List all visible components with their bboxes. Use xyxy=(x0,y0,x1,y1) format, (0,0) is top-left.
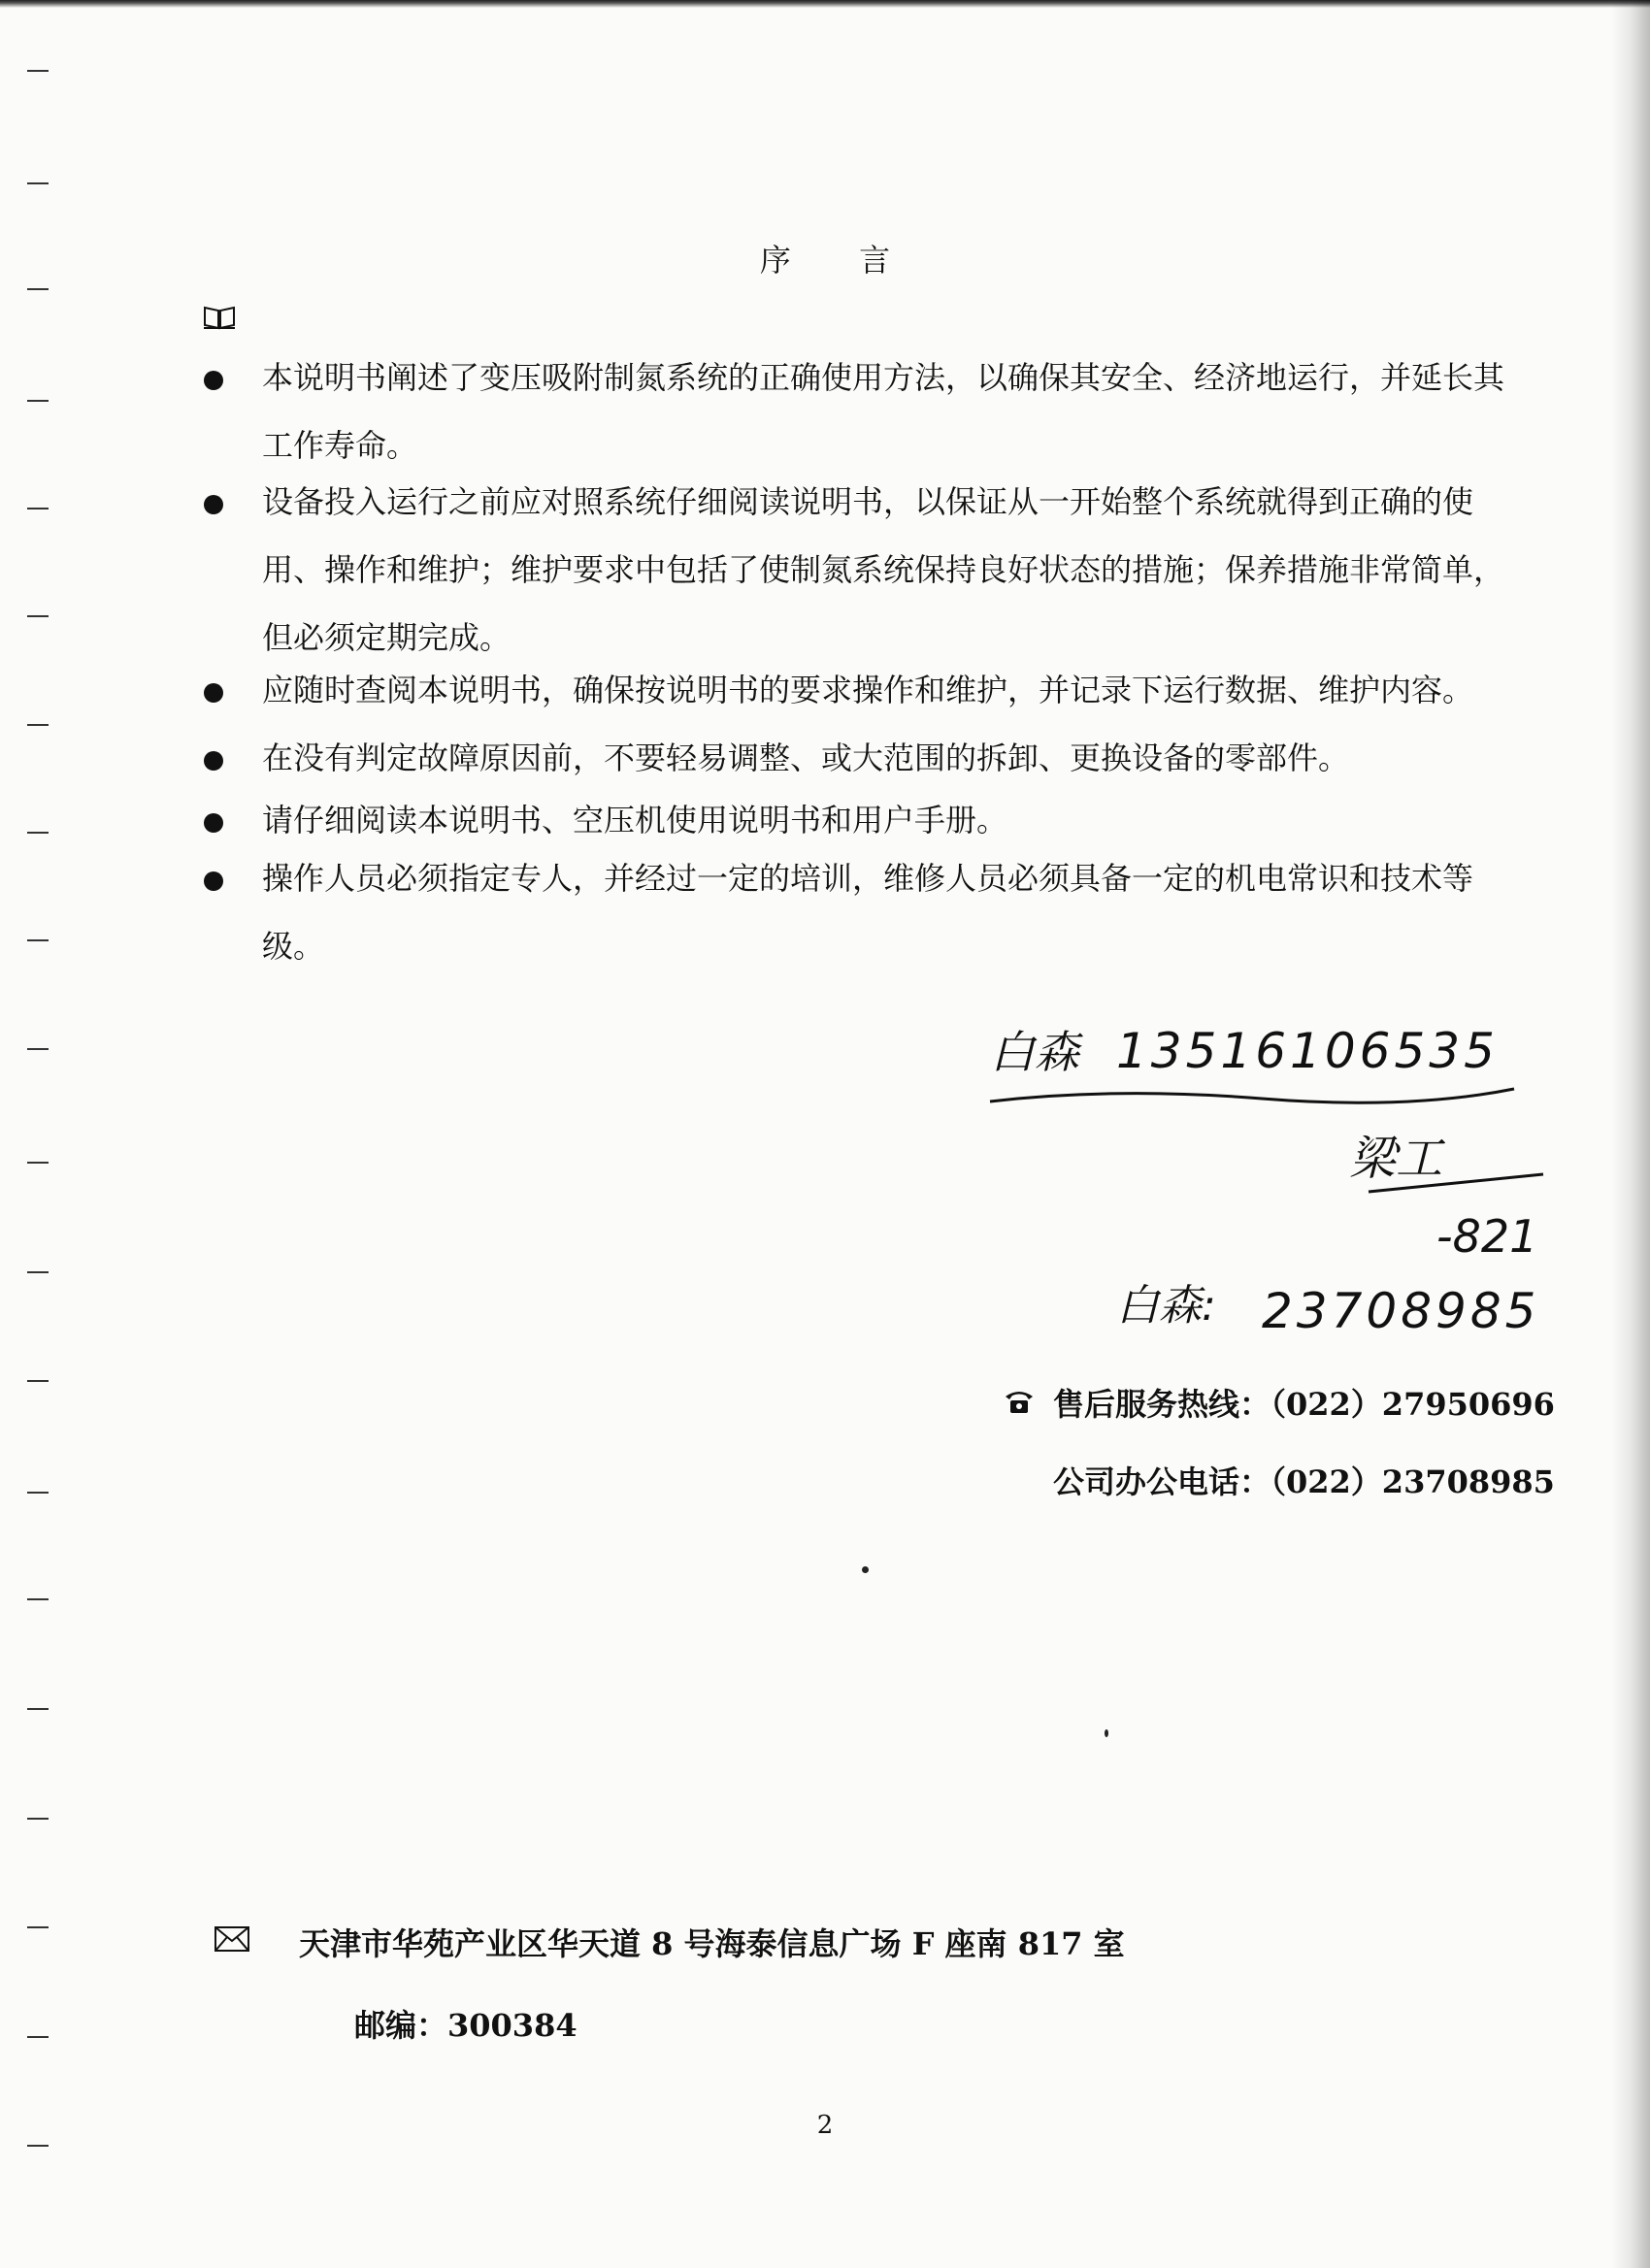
list-item-text: 本说明书阐述了变压吸附制氮系统的正确使用方法，以确保其安全、经济地运行，并延长其工作寿命。 xyxy=(262,359,1505,464)
list-item xyxy=(194,344,1514,479)
scan-top-edge xyxy=(0,0,1650,8)
bullet-dot-icon xyxy=(204,371,223,390)
bullet-dot-icon xyxy=(204,683,223,703)
binder-mark xyxy=(27,1818,49,1820)
binder-mark xyxy=(27,182,49,184)
bullet-dot-icon xyxy=(204,495,223,514)
binder-mark xyxy=(27,1048,49,1050)
handwritten-name: 白森 xyxy=(990,1026,1079,1078)
office-phone-text: 公司办公电话：（022）23708985 xyxy=(1053,1463,1555,1500)
list-item xyxy=(194,844,1514,980)
telephone-icon xyxy=(1003,1387,1036,1416)
handwritten-name-2: 梁工 xyxy=(1349,1132,1443,1186)
binder-mark xyxy=(27,288,49,290)
page-title: 序 言 xyxy=(759,242,920,279)
book-icon xyxy=(203,302,236,331)
scan-speck xyxy=(862,1566,869,1573)
scan-right-edge xyxy=(1611,0,1650,2268)
binder-mark xyxy=(27,1492,49,1494)
handwritten-note-2 xyxy=(1106,1262,1540,1359)
binder-mark xyxy=(27,2036,49,2038)
list-item xyxy=(194,656,1514,724)
bullet-dot-icon xyxy=(204,871,223,891)
postcode-text: 邮编：300384 xyxy=(354,2007,578,2044)
binder-mark xyxy=(27,939,49,941)
binder-mark xyxy=(27,70,49,72)
list-item-text: 操作人员必须指定专人，并经过一定的培训，维修人员必须具备一定的机电常识和技术等级。 xyxy=(262,860,1474,965)
address-text: 天津市华苑产业区华天道 8 号海泰信息广场 F 座南 817 室 xyxy=(299,1925,1125,1962)
scan-speck xyxy=(1105,1729,1108,1737)
binder-mark xyxy=(27,832,49,834)
handwritten-phone: 23708985 xyxy=(1262,1283,1540,1339)
bullet-dot-icon xyxy=(204,751,223,771)
binder-mark xyxy=(27,1271,49,1273)
binder-mark xyxy=(27,1162,49,1164)
list-item xyxy=(194,468,1514,672)
binder-mark xyxy=(27,1380,49,1382)
page-number: 2 xyxy=(816,2111,834,2140)
list-item-text: 在没有判定故障原因前，不要轻易调整、或大范围的拆卸、更换设备的零部件。 xyxy=(262,740,1350,776)
binder-mark xyxy=(27,1708,49,1710)
hotline-text: 售后服务热线：（022）27950696 xyxy=(1053,1386,1555,1423)
list-item xyxy=(194,724,1514,792)
binder-mark xyxy=(27,1926,49,1928)
binder-mark xyxy=(27,508,49,509)
binder-mark xyxy=(27,400,49,402)
binder-mark xyxy=(27,724,49,726)
handwritten-phone: 13516106535 xyxy=(1116,1023,1499,1079)
binder-mark xyxy=(27,615,49,617)
list-item-text: 请仔细阅读本说明书、空压机使用说明书和用户手册。 xyxy=(262,802,1008,838)
list-item-text: 应随时查阅本说明书，确保按说明书的要求操作和维护，并记录下运行数据、维护内容。 xyxy=(262,672,1474,708)
list-item-text: 设备投入运行之前应对照系统仔细阅读说明书，以保证从一开始整个系统就得到正确的使用、操作和维护；维护要求中包括了使制氮系统保持良好状态的措施；保养措施非常简单，但必须定期完成。 xyxy=(262,483,1505,656)
bullet-dot-icon xyxy=(204,813,223,833)
handwritten-name: 白森: xyxy=(1116,1281,1216,1331)
binder-mark xyxy=(27,2145,49,2147)
binder-mark xyxy=(27,1598,49,1600)
handwritten-extension: -821 xyxy=(1436,1210,1538,1263)
envelope-icon xyxy=(214,1926,249,1952)
